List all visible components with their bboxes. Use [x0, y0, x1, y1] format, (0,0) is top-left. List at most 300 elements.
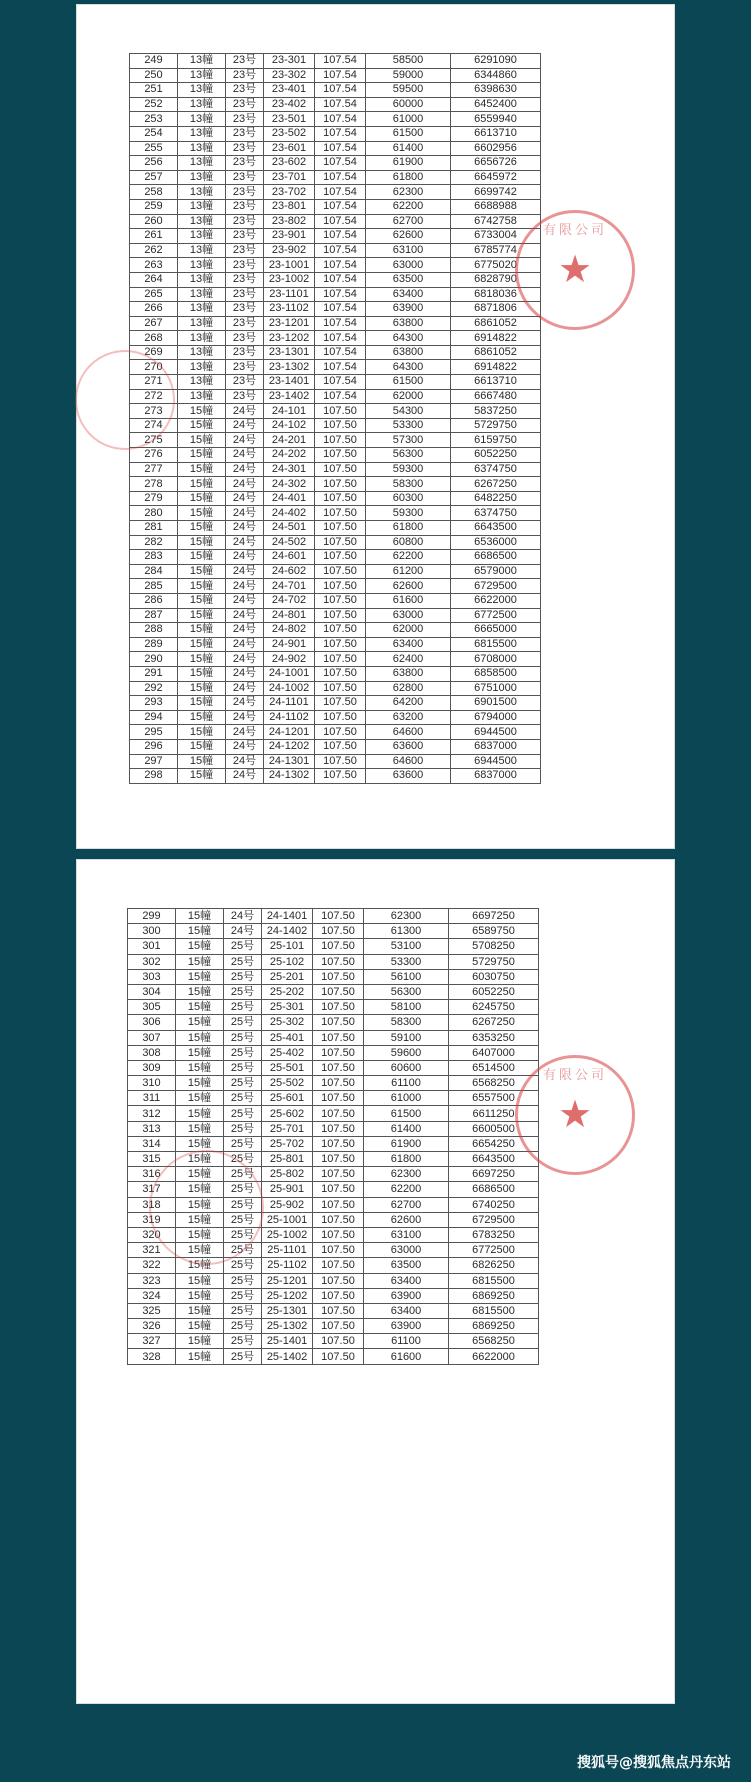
table-cell: 15幢 [176, 1197, 224, 1212]
table-cell: 270 [130, 360, 178, 375]
table-cell: 23号 [226, 54, 264, 69]
table-cell: 13幢 [178, 54, 226, 69]
table-cell: 15幢 [178, 725, 226, 740]
table-cell: 63000 [366, 258, 451, 273]
table-cell: 297 [130, 754, 178, 769]
table-cell: 62300 [366, 185, 451, 200]
table-cell: 13幢 [178, 185, 226, 200]
table-cell: 24-1302 [264, 769, 315, 784]
table-cell: 280 [130, 506, 178, 521]
table-cell: 24号 [226, 769, 264, 784]
table-cell: 15幢 [178, 462, 226, 477]
table-cell: 24号 [224, 909, 262, 924]
table-cell: 267 [130, 316, 178, 331]
table-cell: 24号 [226, 739, 264, 754]
table-cell: 260 [130, 214, 178, 229]
table-cell: 25-302 [262, 1015, 313, 1030]
table-cell: 309 [128, 1060, 176, 1075]
table-cell: 6267250 [451, 477, 541, 492]
table-cell: 25-1001 [262, 1212, 313, 1227]
table-cell: 25-502 [262, 1076, 313, 1091]
table-cell: 324 [128, 1288, 176, 1303]
table-cell: 13幢 [178, 199, 226, 214]
table-cell: 319 [128, 1212, 176, 1227]
table-cell: 63900 [364, 1319, 449, 1334]
table-cell: 303 [128, 969, 176, 984]
table-cell: 24-102 [264, 418, 315, 433]
table-cell: 24-1101 [264, 696, 315, 711]
table-cell: 276 [130, 448, 178, 463]
table-cell: 6944500 [451, 754, 541, 769]
table-cell: 6245750 [449, 1000, 539, 1015]
table-cell: 6344860 [451, 68, 541, 83]
table-cell: 62000 [366, 623, 451, 638]
table-cell: 23-302 [264, 68, 315, 83]
table-cell: 23号 [226, 345, 264, 360]
table-cell: 15幢 [178, 404, 226, 419]
table-row [128, 939, 539, 954]
table-cell: 255 [130, 141, 178, 156]
table-cell: 13幢 [178, 375, 226, 390]
table-cell: 63600 [366, 769, 451, 784]
table-cell: 24-301 [264, 462, 315, 477]
table-cell: 15幢 [176, 1319, 224, 1334]
table-cell: 107.50 [315, 666, 366, 681]
table-cell: 23号 [226, 375, 264, 390]
table-cell: 63200 [366, 710, 451, 725]
table-cell: 269 [130, 345, 178, 360]
table-cell: 6729500 [451, 579, 541, 594]
table-cell: 15幢 [176, 1091, 224, 1106]
table-cell: 61800 [364, 1152, 449, 1167]
table-cell: 64600 [366, 725, 451, 740]
table-cell: 15幢 [176, 1258, 224, 1273]
table-cell: 25-901 [262, 1182, 313, 1197]
table-cell: 6645972 [451, 170, 541, 185]
table-cell: 25号 [224, 939, 262, 954]
table-cell: 107.50 [315, 652, 366, 667]
table-cell: 23号 [226, 97, 264, 112]
table-cell: 25-202 [262, 984, 313, 999]
table-row [130, 593, 541, 608]
table-cell: 23-1401 [264, 375, 315, 390]
table-cell: 56300 [364, 984, 449, 999]
table-cell: 107.50 [313, 1288, 364, 1303]
table-cell: 15幢 [178, 491, 226, 506]
table-cell: 58100 [364, 1000, 449, 1015]
table-cell: 63400 [366, 287, 451, 302]
table-cell: 63400 [366, 637, 451, 652]
table-cell: 107.50 [315, 506, 366, 521]
table-cell: 15幢 [176, 1182, 224, 1197]
table-cell: 62700 [366, 214, 451, 229]
table-cell: 15幢 [176, 1000, 224, 1015]
table-cell: 15幢 [178, 448, 226, 463]
price-table-body-page-1 [130, 54, 541, 784]
table-cell: 23-502 [264, 126, 315, 141]
table-cell: 107.54 [315, 156, 366, 171]
table-cell: 62800 [366, 681, 451, 696]
table-cell: 25号 [224, 1091, 262, 1106]
table-cell: 23-901 [264, 229, 315, 244]
table-cell: 107.50 [313, 1106, 364, 1121]
table-cell: 107.50 [315, 754, 366, 769]
table-row [130, 302, 541, 317]
table-cell: 6858500 [451, 666, 541, 681]
table-cell: 25-301 [262, 1000, 313, 1015]
table-cell: 15幢 [176, 1121, 224, 1136]
table-row [130, 623, 541, 638]
table-cell: 59300 [366, 462, 451, 477]
table-cell: 59600 [364, 1045, 449, 1060]
table-cell: 107.50 [313, 1030, 364, 1045]
table-cell: 62600 [364, 1212, 449, 1227]
table-cell: 107.50 [315, 608, 366, 623]
table-row [128, 1136, 539, 1151]
table-row [130, 68, 541, 83]
table-cell: 61200 [366, 564, 451, 579]
table-cell: 6697250 [449, 1167, 539, 1182]
table-cell: 25-1402 [262, 1349, 313, 1364]
table-cell: 23-1202 [264, 331, 315, 346]
table-cell: 5837250 [451, 404, 541, 419]
table-cell: 6643500 [449, 1152, 539, 1167]
table-cell: 107.50 [313, 1136, 364, 1151]
table-cell: 24号 [226, 506, 264, 521]
table-cell: 24号 [226, 725, 264, 740]
table-cell: 107.50 [315, 739, 366, 754]
table-cell: 63600 [366, 739, 451, 754]
table-cell: 24号 [226, 637, 264, 652]
table-cell: 53100 [364, 939, 449, 954]
table-cell: 63900 [364, 1288, 449, 1303]
table-row [128, 954, 539, 969]
table-cell: 107.50 [313, 1258, 364, 1273]
table-cell: 24号 [226, 623, 264, 638]
table-cell: 6740250 [449, 1197, 539, 1212]
table-cell: 107.54 [315, 258, 366, 273]
table-cell: 25-1201 [262, 1273, 313, 1288]
table-cell: 261 [130, 229, 178, 244]
table-cell: 6869250 [449, 1319, 539, 1334]
table-cell: 107.50 [313, 1349, 364, 1364]
table-row [130, 696, 541, 711]
table-cell: 24-601 [264, 550, 315, 565]
table-cell: 107.54 [315, 68, 366, 83]
table-cell: 6688988 [451, 199, 541, 214]
table-cell: 107.54 [315, 389, 366, 404]
table-cell: 23号 [226, 302, 264, 317]
table-row [128, 1349, 539, 1364]
table-cell: 25号 [224, 1243, 262, 1258]
table-row [128, 1212, 539, 1227]
table-cell: 290 [130, 652, 178, 667]
table-cell: 59100 [364, 1030, 449, 1045]
table-cell: 23号 [226, 170, 264, 185]
table-cell: 316 [128, 1167, 176, 1182]
table-row [130, 710, 541, 725]
table-cell: 6291090 [451, 54, 541, 69]
table-cell: 13幢 [178, 360, 226, 375]
table-cell: 107.54 [315, 243, 366, 258]
table-cell: 313 [128, 1121, 176, 1136]
table-cell: 6837000 [451, 769, 541, 784]
table-row [130, 141, 541, 156]
table-cell: 6815500 [449, 1273, 539, 1288]
table-cell: 23号 [226, 360, 264, 375]
table-cell: 6602956 [451, 141, 541, 156]
table-cell: 25-602 [262, 1106, 313, 1121]
table-cell: 25号 [224, 1273, 262, 1288]
table-cell: 61300 [364, 924, 449, 939]
table-cell: 15幢 [176, 1076, 224, 1091]
table-cell: 6482250 [451, 491, 541, 506]
table-cell: 6622000 [449, 1349, 539, 1364]
table-cell: 306 [128, 1015, 176, 1030]
table-row [130, 316, 541, 331]
table-cell: 25号 [224, 1182, 262, 1197]
table-cell: 266 [130, 302, 178, 317]
table-row [130, 185, 541, 200]
table-cell: 273 [130, 404, 178, 419]
table-cell: 23-902 [264, 243, 315, 258]
table-cell: 271 [130, 375, 178, 390]
table-cell: 61500 [364, 1106, 449, 1121]
table-cell: 107.54 [315, 185, 366, 200]
table-row [130, 681, 541, 696]
table-cell: 6828790 [451, 272, 541, 287]
table-cell: 58300 [364, 1015, 449, 1030]
table-cell: 25号 [224, 1212, 262, 1227]
table-cell: 6699742 [451, 185, 541, 200]
table-cell: 13幢 [178, 170, 226, 185]
seal-text: 有限公司 [542, 223, 607, 238]
table-cell: 62300 [364, 1167, 449, 1182]
table-cell: 63800 [366, 316, 451, 331]
table-row [130, 666, 541, 681]
table-cell: 107.54 [315, 126, 366, 141]
table-cell: 15幢 [176, 984, 224, 999]
table-cell: 254 [130, 126, 178, 141]
table-row [128, 1258, 539, 1273]
table-cell: 15幢 [176, 969, 224, 984]
table-cell: 299 [128, 909, 176, 924]
table-cell: 107.54 [315, 375, 366, 390]
table-cell: 53300 [364, 954, 449, 969]
table-cell: 23号 [226, 389, 264, 404]
table-cell: 107.54 [315, 170, 366, 185]
table-cell: 15幢 [176, 1212, 224, 1227]
table-cell: 25号 [224, 1303, 262, 1318]
table-cell: 107.54 [315, 302, 366, 317]
table-cell: 25号 [224, 1258, 262, 1273]
table-row [130, 506, 541, 521]
table-cell: 61500 [366, 126, 451, 141]
table-row [130, 754, 541, 769]
table-row [128, 1076, 539, 1091]
table-cell: 61900 [364, 1136, 449, 1151]
table-row [130, 170, 541, 185]
table-cell: 15幢 [176, 954, 224, 969]
table-cell: 6772500 [451, 608, 541, 623]
table-cell: 15幢 [178, 579, 226, 594]
table-cell: 107.54 [315, 229, 366, 244]
table-cell: 24号 [226, 681, 264, 696]
table-cell: 107.54 [315, 272, 366, 287]
table-row [128, 1288, 539, 1303]
table-cell: 25号 [224, 984, 262, 999]
table-cell: 15幢 [178, 769, 226, 784]
table-cell: 107.50 [315, 769, 366, 784]
table-cell: 295 [130, 725, 178, 740]
table-cell: 107.50 [313, 1319, 364, 1334]
table-cell: 25号 [224, 1152, 262, 1167]
table-cell: 6729500 [449, 1212, 539, 1227]
table-cell: 63500 [364, 1258, 449, 1273]
table-cell: 6622000 [451, 593, 541, 608]
table-cell: 13幢 [178, 345, 226, 360]
table-cell: 24-502 [264, 535, 315, 550]
table-cell: 6861052 [451, 316, 541, 331]
table-cell: 25-401 [262, 1030, 313, 1045]
table-cell: 24号 [226, 608, 264, 623]
table-cell: 63900 [366, 302, 451, 317]
table-cell: 23-702 [264, 185, 315, 200]
table-cell: 107.54 [315, 97, 366, 112]
table-cell: 60600 [364, 1060, 449, 1075]
table-row [128, 1273, 539, 1288]
table-cell: 25-1102 [262, 1258, 313, 1273]
table-row [130, 564, 541, 579]
table-cell: 107.50 [313, 1015, 364, 1030]
table-cell: 24号 [226, 404, 264, 419]
table-cell: 57300 [366, 433, 451, 448]
table-row [130, 287, 541, 302]
table-cell: 23-402 [264, 97, 315, 112]
table-row [130, 389, 541, 404]
table-cell: 54300 [366, 404, 451, 419]
table-cell: 24-1301 [264, 754, 315, 769]
table-cell: 6826250 [449, 1258, 539, 1273]
table-cell: 63400 [364, 1303, 449, 1318]
table-cell: 23号 [226, 126, 264, 141]
table-cell: 107.50 [315, 448, 366, 463]
table-cell: 107.54 [315, 287, 366, 302]
table-cell: 62300 [364, 909, 449, 924]
table-row [130, 448, 541, 463]
table-cell: 25-1301 [262, 1303, 313, 1318]
table-row [130, 462, 541, 477]
table-cell: 25-501 [262, 1060, 313, 1075]
table-cell: 64300 [366, 360, 451, 375]
table-cell: 6751000 [451, 681, 541, 696]
table-cell: 23-801 [264, 199, 315, 214]
table-cell: 15幢 [178, 608, 226, 623]
table-cell: 24号 [226, 477, 264, 492]
table-row [130, 725, 541, 740]
table-cell: 53300 [366, 418, 451, 433]
table-cell: 23-601 [264, 141, 315, 156]
table-cell: 284 [130, 564, 178, 579]
table-row [130, 433, 541, 448]
table-cell: 23-401 [264, 83, 315, 98]
table-cell: 6452400 [451, 97, 541, 112]
table-cell: 107.50 [315, 418, 366, 433]
table-cell: 6775020 [451, 258, 541, 273]
table-cell: 15幢 [178, 550, 226, 565]
table-cell: 15幢 [176, 1243, 224, 1258]
table-cell: 283 [130, 550, 178, 565]
table-cell: 15幢 [178, 535, 226, 550]
table-cell: 15幢 [178, 754, 226, 769]
table-cell: 62200 [364, 1182, 449, 1197]
table-cell: 302 [128, 954, 176, 969]
table-cell: 107.50 [315, 433, 366, 448]
table-cell: 6869250 [449, 1288, 539, 1303]
table-cell: 13幢 [178, 389, 226, 404]
table-cell: 24号 [224, 924, 262, 939]
table-cell: 6742758 [451, 214, 541, 229]
table-cell: 58500 [366, 54, 451, 69]
table-cell: 107.50 [315, 579, 366, 594]
table-cell: 15幢 [176, 1045, 224, 1060]
watermark-text: 搜狐号@搜狐焦点丹东站 [577, 1755, 731, 1771]
table-row [130, 199, 541, 214]
table-row [130, 214, 541, 229]
table-cell: 62200 [366, 550, 451, 565]
table-cell: 25号 [224, 1288, 262, 1303]
table-row [130, 375, 541, 390]
table-cell: 23-802 [264, 214, 315, 229]
table-cell: 107.50 [313, 1227, 364, 1242]
table-cell: 107.54 [315, 345, 366, 360]
table-cell: 6643500 [451, 521, 541, 536]
table-cell: 63000 [366, 608, 451, 623]
table-cell: 24-1202 [264, 739, 315, 754]
table-cell: 288 [130, 623, 178, 638]
table-cell: 107.50 [313, 924, 364, 939]
table-cell: 63500 [366, 272, 451, 287]
table-cell: 15幢 [176, 1136, 224, 1151]
table-cell: 23号 [226, 185, 264, 200]
table-cell: 25号 [224, 1334, 262, 1349]
table-cell: 6815500 [449, 1303, 539, 1318]
table-cell: 13幢 [178, 287, 226, 302]
table-row [130, 331, 541, 346]
table-cell: 23号 [226, 214, 264, 229]
table-cell: 15幢 [178, 593, 226, 608]
table-cell: 15幢 [176, 1060, 224, 1075]
table-cell: 107.50 [315, 462, 366, 477]
table-cell: 15幢 [176, 909, 224, 924]
table-cell: 296 [130, 739, 178, 754]
table-cell: 15幢 [176, 1273, 224, 1288]
table-cell: 6837000 [451, 739, 541, 754]
table-cell: 323 [128, 1273, 176, 1288]
table-cell: 6697250 [449, 909, 539, 924]
table-cell: 5708250 [449, 939, 539, 954]
table-row [128, 1319, 539, 1334]
table-cell: 285 [130, 579, 178, 594]
table-cell: 25-702 [262, 1136, 313, 1151]
table-cell: 25号 [224, 1060, 262, 1075]
table-row [130, 418, 541, 433]
table-cell: 25-1002 [262, 1227, 313, 1242]
table-cell: 107.54 [315, 83, 366, 98]
table-row [128, 1227, 539, 1242]
table-cell: 23号 [226, 156, 264, 171]
table-cell: 13幢 [178, 126, 226, 141]
